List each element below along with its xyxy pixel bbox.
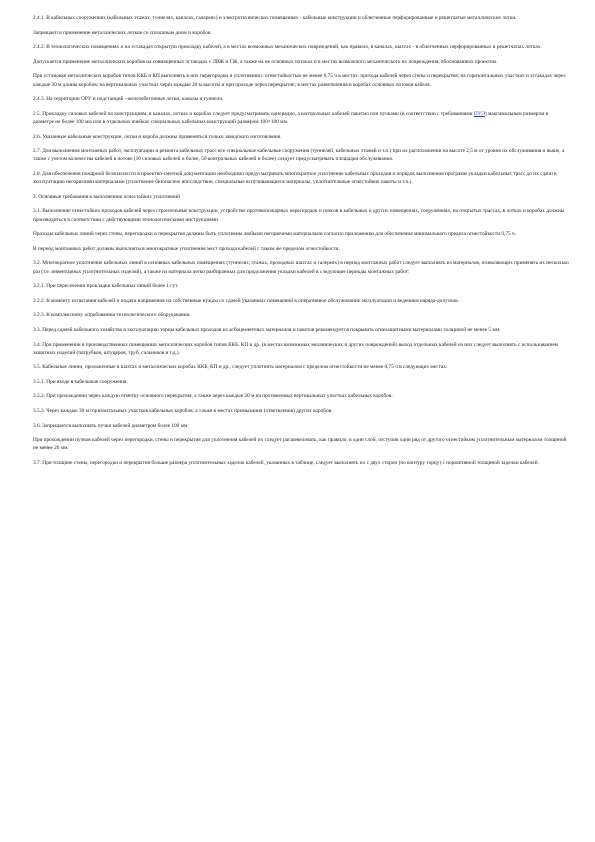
paragraph: 3.2.2. К моменту испытания кабелей и подачи напряжения на собственные нужды со сдачей указанных помещений в оперативное обслуживание эксплуатации и ведением наряда-допусков. (33, 297, 459, 304)
paragraph: 3.3. Перед сдачей кабельного хозяйства в эксплуатацию торцы кабельных проходов из асбоцементных материалов и пакетов рекомендуется покрывать огнезащитными материалами толщиной не менее 5 мм. (33, 326, 501, 333)
paragraph: 2.6. Указанные кабельные конструкции, лотки и короба должны применяться только заводского изготовления. (33, 133, 282, 140)
paragraph: 2.4.3. На территории ОРУ и подстанций - железобетонные лотки, каналы и туннели. (33, 96, 224, 103)
paragraph: 3.2. Многократное уплотнение кабельных линий в основных кабельных помещениях (туннелях, этажах, проходных шахтах и галереях) в период монтажных работ следует выполнять из материалов, позволяющих применять их несколько раз (т.е. инвентарных уплотнительных изделий), а также из материала легко разбираемых для продолжения укладки кабелей в следующие периоды монтажных работ: (33, 260, 569, 275)
paragraph: При прохождении пучков кабелей через перегородки, стены и перекрытия для уплотнения кабелей их следует расшевеливать, как правило, в один слой, отступив один ряд от другого огнестойким уплотнительным материалом толщиной не менее 20 мм. (33, 437, 567, 452)
pue-link[interactable]: ПУЭ (473, 110, 485, 117)
paragraph: 3.5.1. При входе в кабельные сооружения. (33, 378, 128, 385)
paragraph: 3.1. Выполнение огнестойких проходов кабелей через строительные конструкции, устройство противопожарных перегородок и поясов в кабельных и других помещениях, сооружениях, на открытых трассах, в лотках и коробах должны производиться в соответствии с действующими технологическими инструкциями. (33, 208, 565, 223)
paragraph: 2.7. Для выполнения монтажных работ, эксплуатации и ремонта кабельных трасс все специальные кабельные сооружения (туннелей, кабельных этажей и т.п.) при их расположении на высоте 2,5 м от уровня их обслуживания и выше, а также с учетом количества кабелей в потоке (10 силовых кабелей и более, 50 контрольных кабелей и более) следует предусматривать площадки обслуживания. (33, 148, 565, 163)
paragraph: 3.4. При применении в производственных помещениях металлических коробов типов ККБ, КП и др. (в местах возможных механических и других повреждений) выход отдельных кабелей из них следует выполнять с использованием защитных изделий (патрубков, штуцеров, труб, сальников и т.д.). (33, 341, 559, 356)
paragraph: При установке металлических коробов типов ККБ и КП выполнять в них перегородки и уплотнения с огнестойкостью не менее 0,75 ч в местах: прохода кабелей через стены и перекрытия; на горизонтальных участках и эстакадах через каждые 30 м длины коробов; на вертикальных участках через каждые 20 м высоты и при проходе через перекрытие; в местах разветвления в коробах основных потоков кабеля. (33, 73, 566, 88)
paragraph-text-after: ) максимальным размером в диаметре не более 100 мм или в отдельных ячейках специальных кабельных конструкций размером 100×100 мм. (33, 110, 549, 125)
paragraph: 3.5.3. Через каждые 30 м горизонтальных участков кабельных коробов, а также в местах примыкания (ответвления) других коробов. (33, 408, 333, 415)
paragraph: Допускается применение металлических коробов на совмещенных эстакадах с ЛВЖ и ГЖ, а также на не основных потоках и в местах возможного механического их повреждения, обоснованных проектом. (33, 58, 498, 65)
paragraph: В период монтажных работ должны выполняться многократные уплотнения мест прохода кабелей с таким же пределом огнестойкости. (33, 245, 340, 252)
paragraph: 2.4.1. В кабельных сооружениях (кабельных этажах, туннелях, каналах, галереях) и электротехнических помещениях - кабельные конструкции и облегченные перфорированные и решетчатые металлические лотки. (33, 15, 517, 21)
paragraph-text-before: 2.5. Прокладку силовых кабелей по конструкциям, в каналах, лотках и коробах следует предусматривать однорядно, а контрольных кабелей пакетно или пучками (в соответствии с требованиями (33, 110, 474, 117)
paragraph: 3.7. При толщине стены, перегородки и перекрытия больше размера уплотнительных заделок кабелей, указанных в таблице, следует выполнять их с двух сторон (по контуру торцу) с нормативной толщиной заделки кабелей. (33, 460, 539, 467)
paragraph-with-link (33, 110, 569, 126)
paragraph: 3.6. Запрещается выполнять пучки кабелей диаметром более 100 мм. (33, 422, 189, 429)
paragraph: 3.5. Кабельные линии, проложенные в шахтах и металлических коробах ККБ, КП и др., следует уплотнять материалом с пределом огнестойкости не менее 0,75 ч в следующих местах: (33, 364, 448, 371)
paragraph: 2.8. Для обеспечения пожарной безопасности в проектно-сметной документации необходимо предусматривать многократное уплотнение кабельных проходов и порядок выполнения программ укладки кабельных трасс до их сдачи в эксплуатацию негорючими материалами (уплотнение безопасное впоследствии, специальные вспучивающиеся материалы, уплотнительные огнестойкие пакеты и т.п.). (33, 170, 557, 186)
paragraph: Запрещается применение металлических лотков со сплошным дном и коробов. (33, 29, 212, 36)
paragraph: 2.4.2. В технологических помещениях и на эстакадах открытую прокладку кабелей, а в местах возможных механических повреждений, как правило, в каналах, шахтах - в облегченных перфорированных и решетчатых лотках. (33, 44, 542, 51)
paragraph: Проходы кабельных линий через стены, перегородки и перекрытия должны быть уплотнены любыми негорючими материалами согласно приложению для обеспечения минимального предела огнестойкости 0,75 ч. (33, 231, 516, 238)
section-heading: 3. Основные требования к выполнению огнестойких уплотнений (33, 193, 180, 200)
paragraph: 3.2.3. К комплексному опробованию технологического оборудования. (33, 312, 191, 319)
paragraph: 3.2.1. При пересечении прокладки кабельных линий более 1 сут. (33, 283, 179, 290)
paragraph: 3.5.2. При прохождении через каждую отметку основного перекрытия, а также через каждые 20 м на протяженных вертикальных участках кабельных коробов. (33, 393, 393, 400)
